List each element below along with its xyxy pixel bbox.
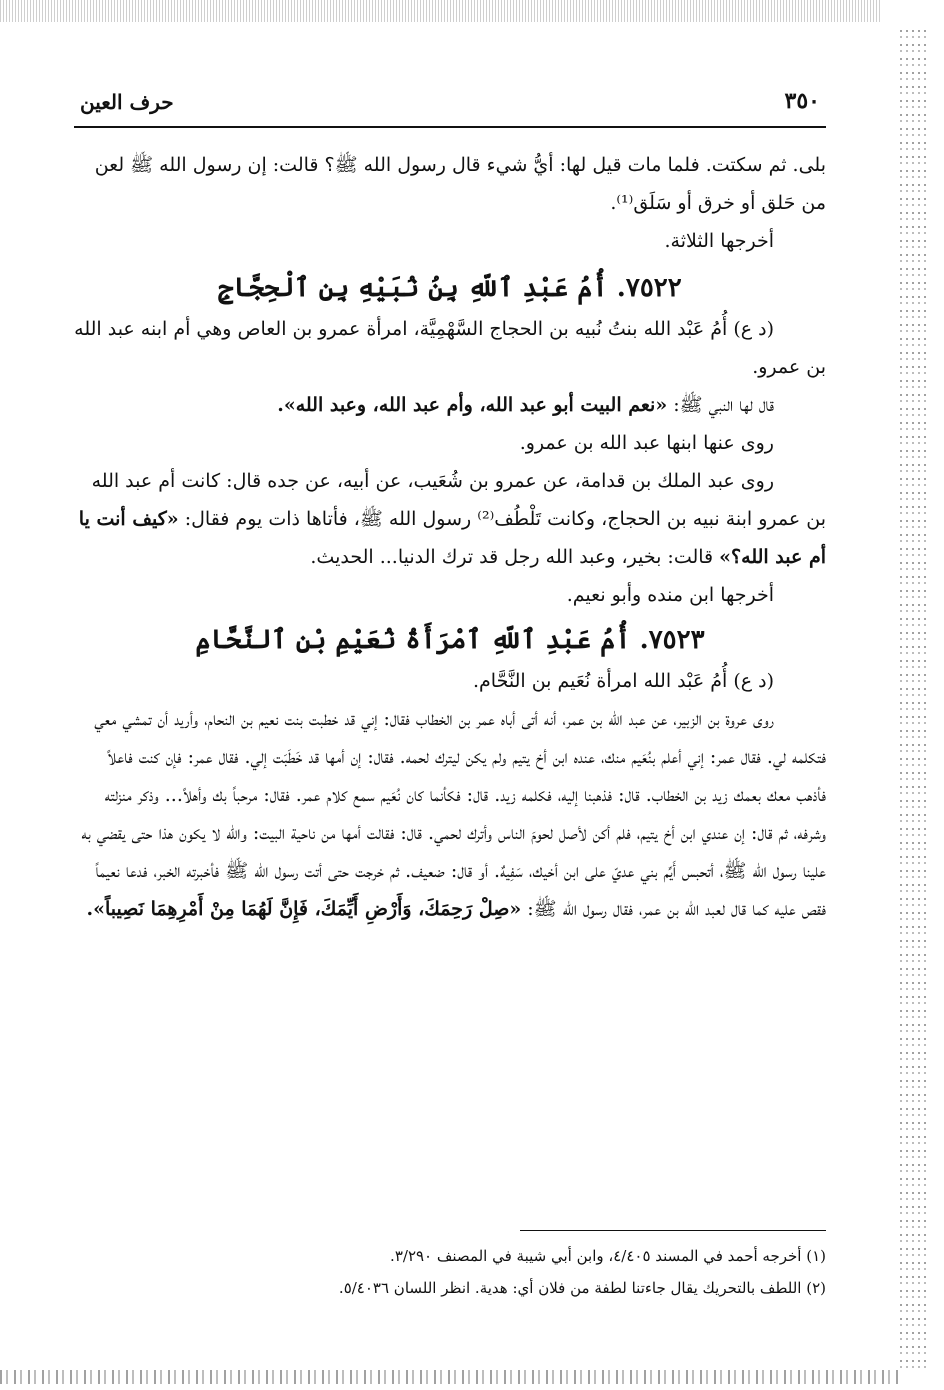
footnote-rule — [520, 1230, 826, 1231]
hadith-quote: «صِلْ رَحِمَكَ، وَأَرْضِ أَيِّمَكَ، فَإِنَّ لَهُمَا مِنْ أَمْرِهِمَا نَصِيباً». — [86, 898, 522, 920]
paragraph: (د ع) أُمُ عَبْد الله بنتُ نُبيه بن الحجاج السَّهْمِيَّة، امرأة عمرو بن العاص وهي أم ابنه عبد الله بن عمرو. — [74, 318, 826, 378]
paragraph: أخرجها الثلاثة. — [664, 230, 774, 252]
paragraph — [74, 462, 826, 576]
running-title: حرف العين — [80, 90, 174, 114]
paragraph — [74, 386, 826, 424]
paragraph: روى عنها ابنها عبد الله بن عمرو. — [519, 432, 774, 454]
paragraph: بلى. ثم سكتت. فلما مات قيل لها: أيُّ شيء قال رسول الله ﷺ؟ قالت: إن رسول الله ﷺ لعن من حَلق أو خرق أو سَلَق⁽¹⁾. — [94, 154, 826, 214]
paragraph: (د ع) أُمُ عَبْد الله امرأة نُعَيم بن النَّحَّام. — [473, 670, 774, 692]
footnote: (١) أخرجه أحمد في المسند ٤/٤٠٥، وابن أبي شيبة في المصنف ٣/٢٩٠. — [390, 1247, 826, 1265]
header-rule — [74, 126, 826, 128]
footnotes — [74, 1240, 826, 1304]
page-body — [74, 146, 826, 928]
decorative-border-bottom — [0, 1362, 944, 1390]
entry-heading: ٧٥٢٢. أُمُ عَبْدِ ٱللّهِ بِنُ نُبَيْهِ بِنِ ٱلْحِجَّاجِ — [218, 273, 682, 303]
entry-heading: ٧٥٢٣. أُمُ عَبْدِ ٱللّهِ ٱمْرَأَةُ نُعَيْمِ بْنِ ٱلنَّحَّامِ — [195, 625, 705, 655]
footnote: (٢) اللطف بالتحريك يقال جاءتنا لطفة من فلان أي: هدية. انظر اللسان ٥/٤٠٣٦. — [338, 1279, 826, 1297]
hadith-quote: «نعم البيت أبو عبد الله، وأم عبد الله، وعبد الله». — [277, 394, 668, 416]
paragraph: أخرجها ابن منده وأبو نعيم. — [566, 584, 774, 606]
hadith-quote: «كيف أنت يا أم عبد الله؟» — [78, 508, 826, 568]
quote-lead: قال لها النبي ﷺ: — [667, 394, 774, 416]
decorative-border-right — [882, 0, 944, 1390]
page-header — [74, 84, 826, 124]
page-number: ٣٥٠ — [784, 88, 820, 114]
narration-text: قالت: بخير، وعبد الله رجل قد ترك الدنيا... الحديث. — [310, 546, 720, 568]
decorative-border-top — [0, 0, 944, 22]
paragraph — [74, 700, 826, 928]
narration-text: روى عروة بن الزبير، عن عبد الله بن عمر، أنه أتى أباه عمر بن الخطاب فقال: إني قد خطبت بنت نعيم بن النحام، وأريد أن تمشي معي فتكلمه لي. فقال عمر: إني أعلم بنُعَيم منك، عنده ابن أخ يتيم ولم يكن ليترك لحمه. فقال: إن أمها قد خَطَبَت إلي. فقال عمر: فإن كنت فاعلاً فأذهب معك بعمك زيد بن الخطاب. قال: فذهبنا إليه، فكلمه زيد. قال: فكأنما كان نُعَيم سمع كلام عمر. فقال: مرحباً بك وأهلاً... وذكر منزلته وشرفه، ثم قال: إن عندي ابن أخ يتيم، فلم أكن لأصل لحومَ الناس وأترك لحمي. قال: فقالت أمها من ناحية البيت: والله لا يكون هذا حتى يقضي به علينا رسول الله ﷺ، أتحبس أَيِّم بني عديّ على ابن أخيك، سَفِيهٌ. أو قال: ضعيف. ثم خرجت حتى أتت رسول الله ﷺ فأخبرته الخبر، فدعا نعيماً فقص عليه كما قال لعبد الله بن عمر، فقال رسول الله ﷺ: — [81, 708, 826, 920]
narration-text: روى عبد الملك بن قدامة، عن عمرو بن شُعَيب، عن أبيه، عن جده قال: كانت أم عبد الله بن عمرو ابنة نبيه بن الحجاج، وكانت تَلْطُف⁽²⁾ رسول الله ﷺ، فأتاها ذات يوم فقال: — [91, 470, 826, 530]
